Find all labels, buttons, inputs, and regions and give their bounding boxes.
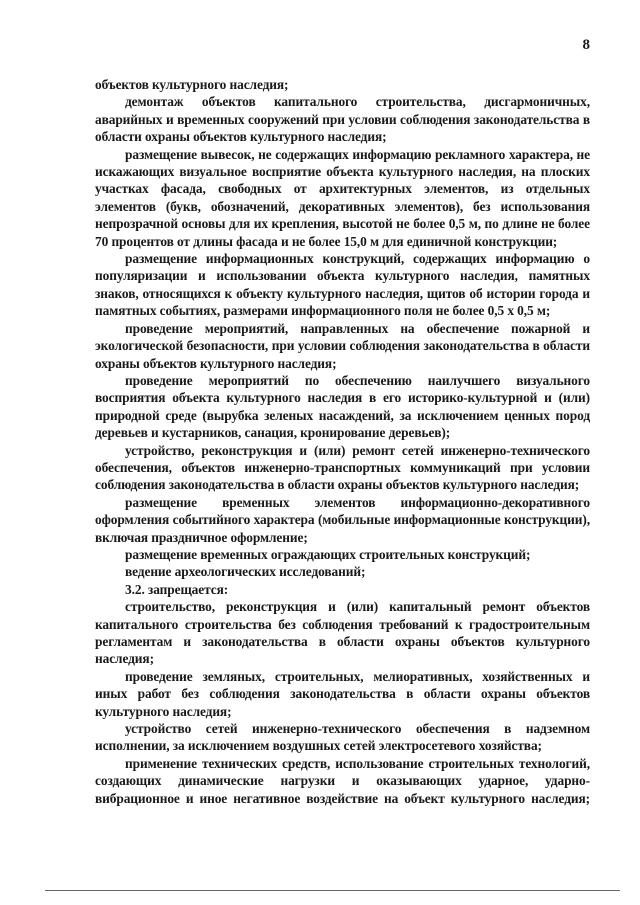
page-number: 8 — [582, 37, 590, 53]
paragraph-fire-safety: проведение мероприятий, направленных на обеспечение пожарной и экологической безопасности, при условии соблюдения законодательства в области охраны объектов культурного наследия; — [95, 320, 590, 371]
paragraph-dismantling: демонтаж объектов капитального строительства, дисгармоничных, аварийных и временных сооружений при условии соблюдения законодательства в области охраны объектов культурного наследия; — [95, 94, 590, 145]
section-heading-prohibited: 3.2. запрещается: — [125, 581, 229, 597]
paragraph-temporary-decor: размещение временных элементов информационно-декоративного оформления событийного характера (мобильные информационные конструкции), включая праздничное оформление; — [95, 494, 590, 545]
paragraph-earthworks: проведение земляных, строительных, мелиоративных, хозяйственных и иных работ без соблюдения законодательства в области охраны объектов культурного наследия; — [95, 668, 590, 719]
paragraph-engineering-networks: устройство, реконструкция и (или) ремонт сетей инженерно-технического обеспечения, объектов инженерно-транспортных коммуникаций при условии соблюдения законодательства в области охраны объектов культурного наследия; — [95, 442, 590, 493]
paragraph-signage: размещение вывесок, не содержащих информацию рекламного характера, не искажающих визуальное восприятие объекта культурного наследия, на плоских участках фасада, свободных от архитектурных элементов, из отдельных элементов (букв, обозначений, декоративных элементов), без использования непрозрачной основы для их крепления, высотой не более 0,5 м, по длине не более 70 процентов от длины фасада и не более 15,0 м для единичной конструкции; — [95, 146, 590, 249]
paragraph-overhead-networks: устройство сетей инженерно-технического обеспечения в надземном исполнении, за исключением воздушных сетей электросетевого хозяйства; — [95, 721, 590, 754]
paragraph-archaeology: ведение археологических исследований; — [125, 564, 366, 580]
paragraph-temporary-fences: размещение временных ограждающих строительных конструкций; — [125, 546, 531, 562]
paragraph-visual-perception: проведение мероприятий по обеспечению наилучшего визуального восприятия объекта культурного наследия в его историко-культурной и (или) природной среде (вырубка зеленых насаждений, за исключением ценных пород деревьев и кустарников, санация, кронирование деревьев); — [95, 372, 590, 441]
paragraph-continuation: объектов культурного наследия; — [95, 77, 289, 92]
bottom-rule — [45, 890, 620, 891]
paragraph-construction: строительство, реконструкция и (или) капитальный ремонт объектов капитального строительства без соблюдения требований к градостроительным регламентам и законодательства в области охраны объектов культурного наследия; — [95, 599, 590, 667]
paragraph-info-structures: размещение информационных конструкций, содержащих информацию о популяризации и использовании объекта культурного наследия, памятных знаков, относящихся к объекту культурного наследия, щитов об истории города и памятных событиях, размерами информационного поля не более 0,5 х 0,5 м; — [95, 251, 590, 319]
document-body — [95, 76, 590, 807]
paragraph-technical-means: применение технических средств, использование строительных технологий, создающих динамические нагрузки и оказывающих ударное, ударно-вибрационное и иное негативное воздействие на объект культурного наследия; — [95, 755, 590, 806]
